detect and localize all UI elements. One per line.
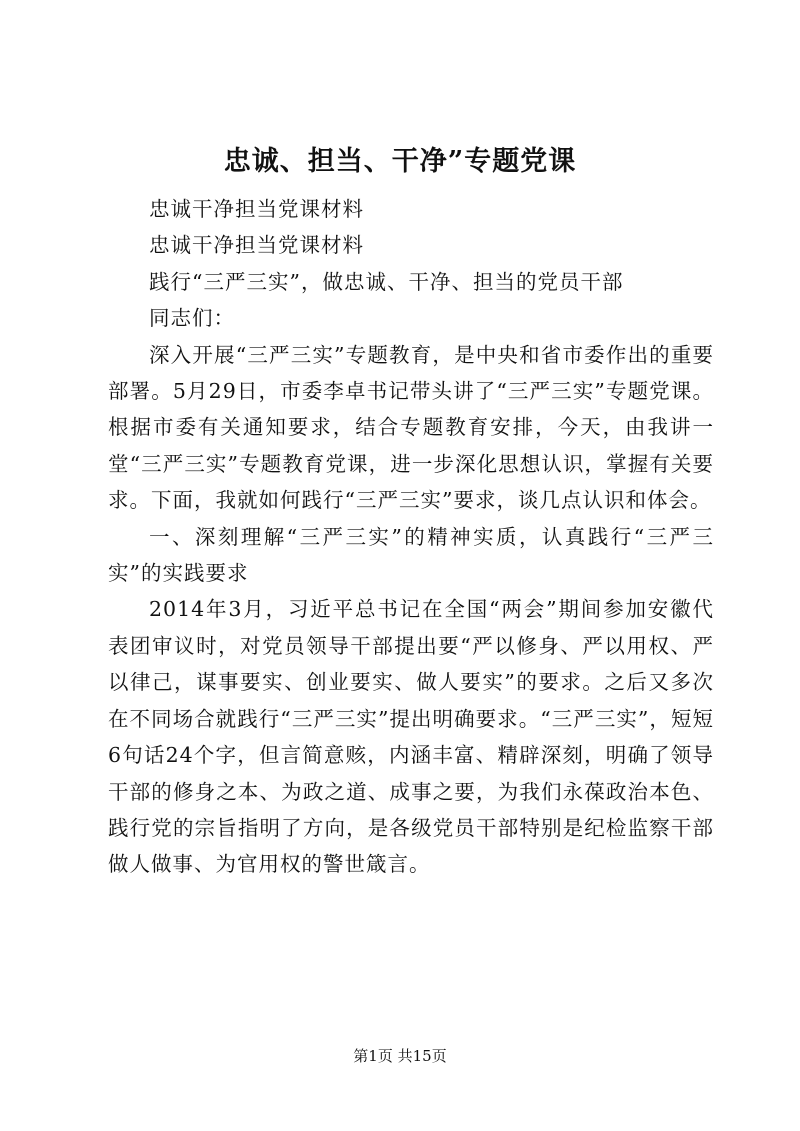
paragraph-intro: 深入开展“三严三实”专题教育，是中央和省市委作出的重要部署。5月29日，市委李卓书记带头讲了“三严三实”专题党课。根据市委有关通知要求，结合专题教育安排，今天，由我讲一堂“三严三实”专题教育党课，进一步深化思想认识，掌握有关要求。下面，我就如何践行“三严三实”要求，谈几点认识和体会。 [108,342,714,513]
paragraph-subtitle-2: 忠诚干净担当党课材料 [149,233,364,258]
paragraph-heading: 践行“三严三实”，做忠诚、干净、担当的党员干部 [149,269,624,294]
page-number-footer: 第1页 共15页 [353,1047,447,1065]
paragraph-subtitle-1: 忠诚干净担当党课材料 [149,197,364,221]
paragraph-salutation: 同志们： [149,306,235,331]
document-body [108,191,714,883]
document-title: 忠诚、担当、干净”专题党课 [223,146,577,177]
paragraph-body: 2014年3月，习近平总书记在全国“两会”期间参加安徽代表团审议时，对党员领导干部提出要“严以修身、严以用权、严以律己，谋事要实、创业要实、做人要实”的要求。之后又多次在不同场合就践行“三严三实”提出明确要求。“三严三实”，短短6句话24个字，但言简意赅，内涵丰富、精辟深刻，明确了领导干部的修身之本、为政之道、成事之要，为我们永葆政治本色、践行党的宗旨指明了方向，是各级党员干部特别是纪检监察干部做人做事、为官用权的警世箴言。 [108,597,714,877]
paragraph-section-heading: 一、深刻理解“三严三实”的精神实质，认真践行“三严三实”的实践要求 [108,524,714,586]
